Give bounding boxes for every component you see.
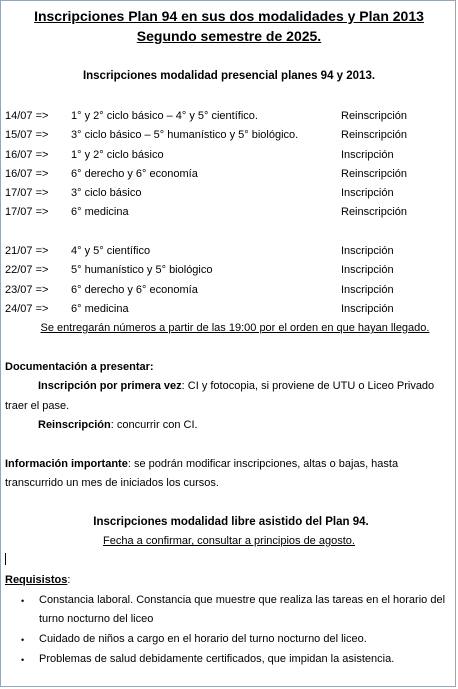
schedule-row: [5, 245, 445, 261]
row-date: 16/07 =>: [5, 168, 49, 180]
schedule-row: [5, 264, 445, 280]
row-date: 24/07 =>: [5, 303, 49, 315]
row-level: 3° ciclo básico: [71, 187, 142, 199]
document-subtitle: Segundo semestre de 2025.: [136, 28, 322, 44]
row-type: Inscripción: [341, 187, 394, 199]
bullet-icon: •: [21, 655, 25, 665]
row-date: 17/07 =>: [5, 187, 49, 199]
row-level: 1° y 2° ciclo básico: [71, 149, 164, 161]
row-level: 4° y 5° científico: [71, 245, 151, 257]
row-type: Inscripción: [341, 245, 394, 257]
row-level: 5° humanístico y 5° biológico: [71, 264, 213, 276]
doc-item-text: : CI y fotocopia, si proviene de UTU o Liceo Privado: [181, 380, 435, 392]
requisitos-label: Requisistos: [5, 574, 68, 586]
doc-item-text: : concurrir con CI.: [110, 419, 198, 431]
bullet-icon: •: [21, 635, 25, 645]
info-text: : se podrán modificar inscripciones, altas o bajas, hasta: [127, 458, 399, 470]
schedule-row: [5, 303, 445, 319]
doc-item-label: Reinscripción: [38, 419, 111, 431]
schedule-row: [5, 168, 445, 184]
row-type: Inscripción: [341, 264, 394, 276]
row-date: 21/07 =>: [5, 245, 49, 257]
row-type: Reinscripción: [341, 168, 408, 180]
row-date: 23/07 =>: [5, 284, 49, 296]
schedule-row: [5, 206, 445, 222]
requisito-item-cont: turno nocturno del liceo: [39, 613, 154, 625]
row-level: 3° ciclo básico – 5° humanístico y 5° biológico.: [71, 129, 299, 141]
row-level: 6° medicina: [71, 303, 129, 315]
presencial-heading: Inscripciones modalidad presencial planes 94 y 2013.: [82, 70, 376, 82]
doc-item-continuation: traer el pase.: [5, 400, 70, 412]
schedule-row: [5, 129, 445, 145]
row-type: Reinscripción: [341, 110, 408, 122]
row-level: 6° derecho y 6° economía: [71, 168, 198, 180]
row-date: 22/07 =>: [5, 264, 49, 276]
row-level: 1° y 2° ciclo básico – 4° y 5° científico.: [71, 110, 258, 122]
requisitos-colon: :: [67, 574, 71, 586]
requisitos-heading: [5, 574, 70, 586]
row-date: 17/07 =>: [5, 206, 49, 218]
info-important: [5, 458, 455, 470]
info-label: Información importante: [5, 458, 128, 470]
row-date: 15/07 =>: [5, 129, 49, 141]
row-type: Reinscripción: [341, 206, 408, 218]
schedule-row: [5, 284, 445, 300]
requisito-item: Cuidado de niños a cargo en el horario del turno nocturno del liceo.: [39, 633, 367, 645]
row-type: Inscripción: [341, 149, 394, 161]
libre-heading: Inscripciones modalidad libre asistido del Plan 94.: [93, 516, 369, 528]
text-cursor: [5, 553, 6, 565]
doc-item-reinscription: [38, 419, 198, 431]
info-text-cont: transcurrido un mes de iniciados los cursos.: [5, 477, 219, 489]
row-level: 6° medicina: [71, 206, 129, 218]
numbers-note: Se entregarán números a partir de las 19:00 por el orden en que hayan llegado.: [40, 322, 430, 334]
row-level: 6° derecho y 6° economía: [71, 284, 198, 296]
requisito-item: Problemas de salud debidamente certificados, que impidan la asistencia.: [39, 653, 395, 665]
bullet-icon: •: [21, 596, 25, 606]
doc-item-first-time: [38, 380, 434, 392]
doc-item-label: Inscripción por primera vez: [38, 380, 182, 392]
row-type: Inscripción: [341, 303, 394, 315]
document-title: Inscripciones Plan 94 en sus dos modalidades y Plan 2013: [34, 8, 424, 24]
libre-note: Fecha a confirmar, consultar a principios de agosto.: [103, 535, 355, 547]
documentacion-heading: Documentación a presentar:: [5, 361, 154, 373]
row-type: Inscripción: [341, 284, 394, 296]
row-date: 16/07 =>: [5, 149, 49, 161]
row-date: 14/07 =>: [5, 110, 49, 122]
schedule-row: [5, 110, 445, 126]
schedule-row: [5, 149, 445, 165]
schedule-row: [5, 187, 445, 203]
row-type: Reinscripción: [341, 129, 408, 141]
requisito-item: Constancia laboral. Constancia que muestre que realiza las tareas en el horario del: [39, 594, 446, 606]
